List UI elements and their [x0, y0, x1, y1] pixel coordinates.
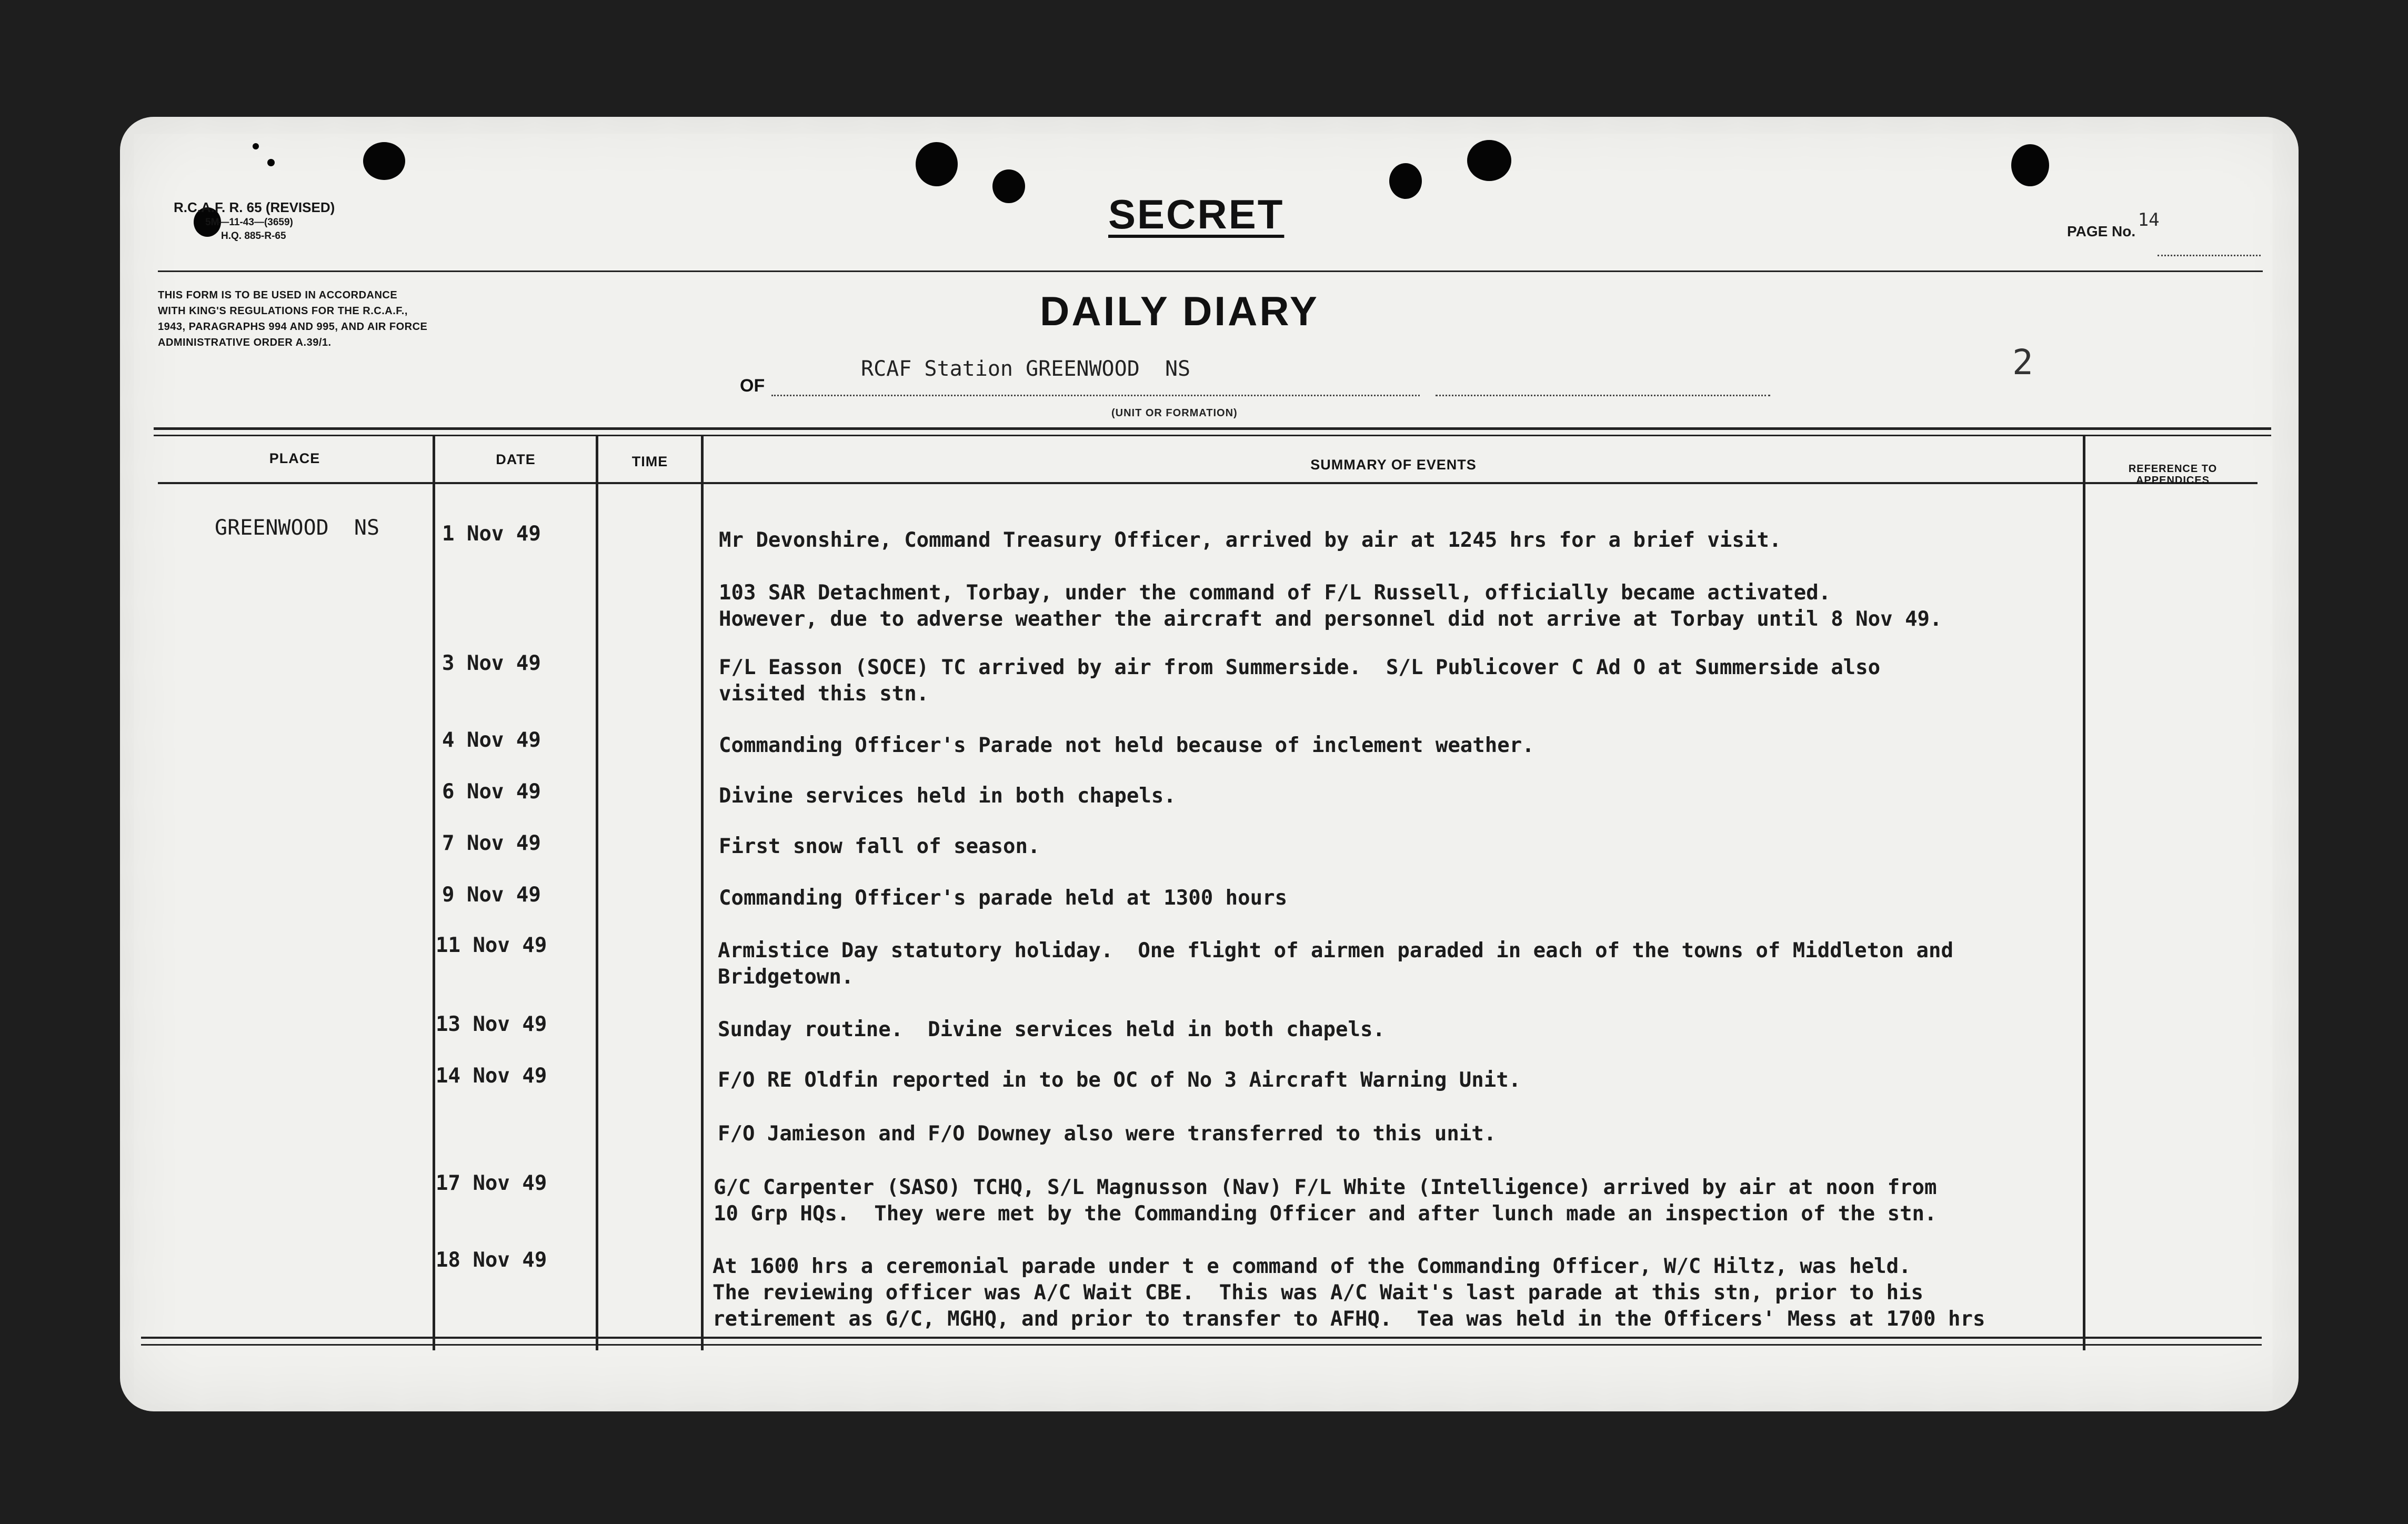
column-divider-summary	[701, 435, 704, 1350]
punch-hole	[253, 143, 259, 149]
entry-summary: Commanding Officer's parade held at 1300 hours	[719, 886, 1288, 910]
punch-hole	[1467, 140, 1511, 181]
entry-date: 1 Nov 49	[442, 522, 541, 546]
entry-date: 6 Nov 49	[442, 780, 541, 804]
form-identifier	[174, 199, 335, 243]
entry-summary: First snow fall of season.	[719, 835, 1040, 858]
table-bottom-rule-inner	[141, 1344, 2262, 1346]
page-number-line	[2158, 255, 2261, 256]
handwritten-mark: 2	[2012, 342, 2033, 383]
diary-page	[120, 117, 2299, 1411]
table-top-rule	[154, 427, 2271, 430]
form-usage-notice: THIS FORM IS TO BE USED IN ACCORDANCE WITH KING'S REGULATIONS FOR THE R.C.A.F., 1943, PARAGRAPHS 994 AND 995, AND AIR FORCE ADMINISTRATIVE ORDER A.39/1.	[158, 289, 428, 348]
column-divider-time	[596, 435, 598, 1350]
form-number: R.C.A.F. R. 65 (REVISED)	[174, 199, 335, 215]
entry-summary: Mr Devonshire, Command Treasury Officer, arrived by air at 1245 hrs for a brief visit.	[719, 528, 1782, 552]
header-rule	[158, 270, 2263, 272]
entry-summary: Divine services held in both chapels.	[719, 784, 1176, 808]
entry-date: 11 Nov 49	[436, 934, 547, 957]
unit-of-label: OF	[740, 376, 765, 396]
page-number-label: PAGE No.	[2067, 223, 2136, 239]
table-top-rule-inner	[154, 435, 2271, 436]
punch-hole	[992, 169, 1025, 203]
entry-date: 17 Nov 49	[436, 1171, 547, 1195]
page-number-field	[2067, 209, 2160, 241]
column-header-summary: SUMMARY OF EVENTS	[1310, 457, 1477, 473]
unit-value: RCAF Station GREENWOOD NS	[861, 357, 1191, 381]
classification-heading: SECRET	[1108, 191, 1285, 237]
entry-summary: F/O Jamieson and F/O Downey also were transferred to this unit.	[718, 1122, 1497, 1146]
entry-date: 4 Nov 49	[442, 728, 541, 752]
punch-hole	[1389, 163, 1422, 199]
form-hq-code: H.Q. 885-R-65	[221, 230, 286, 242]
entry-summary: F/O RE Oldfin reported in to be OC of No 3 Aircraft Warning Unit.	[718, 1068, 1521, 1092]
entry-summary: Armistice Day statutory holiday. One flight of airmen paraded in each of the towns of Middleton and Bridgetown.	[718, 939, 1953, 989]
column-header-time: TIME	[631, 454, 668, 469]
entry-summary: Commanding Officer's Parade not held because of inclement weather.	[719, 734, 1534, 757]
entry-date: 3 Nov 49	[442, 651, 541, 675]
entry-date: 13 Nov 49	[436, 1012, 547, 1036]
unit-line	[771, 395, 1420, 396]
diary-title: DAILY DIARY	[1040, 288, 1319, 334]
table-header-rule	[158, 482, 2258, 484]
entry-summary: At 1600 hrs a ceremonial parade under t e command of the Commanding Officer, W/C Hiltz, was held. The reviewing officer was A/C Wait CBE. This was A/C Wait's last parade at this stn, prior to his retirement as G/C, MGHQ, and prior to transfer to AFHQ. Tea was held in the Officers' Mess at 1700 hrs	[713, 1255, 1985, 1331]
entry-summary: Sunday routine. Divine services held in both chapels.	[718, 1018, 1385, 1041]
punch-hole	[2011, 144, 2049, 186]
punch-hole	[267, 159, 275, 166]
place-value: GREENWOOD NS	[215, 516, 380, 540]
page-number-value: 14	[2138, 209, 2160, 230]
entry-summary: 103 SAR Detachment, Torbay, under the command of F/L Russell, officially became activated. However, due to adverse weather the aircraft and personnel did not arrive at Torbay until 8 Nov 49.	[719, 581, 1942, 631]
unit-caption: (UNIT OR FORMATION)	[1111, 407, 1238, 419]
entry-date: 9 Nov 49	[442, 883, 541, 907]
column-header-reference: REFERENCE TO APPENDICES	[2128, 463, 2218, 486]
punch-hole	[916, 142, 958, 186]
column-header-place: PLACE	[269, 450, 320, 466]
entry-summary: F/L Easson (SOCE) TC arrived by air from Summerside. S/L Publicover C Ad O at Summerside also visited this stn.	[719, 656, 1881, 706]
table-bottom-rule	[141, 1337, 2262, 1339]
form-print-code: 5M—11-43—(3659)	[205, 217, 293, 228]
entry-date: 14 Nov 49	[436, 1064, 547, 1088]
entry-date: 7 Nov 49	[442, 831, 541, 855]
punch-hole	[363, 142, 405, 180]
unit-line-continued	[1436, 395, 1770, 396]
column-divider-date	[433, 435, 435, 1350]
entry-summary: G/C Carpenter (SASO) TCHQ, S/L Magnusson (Nav) F/L White (Intelligence) arrived by air at noon from 10 Grp HQs. They were met by the Commanding Officer and after lunch made an inspection of the stn.	[714, 1176, 1937, 1226]
column-header-date: DATE	[496, 452, 536, 467]
entry-date: 18 Nov 49	[436, 1248, 547, 1272]
